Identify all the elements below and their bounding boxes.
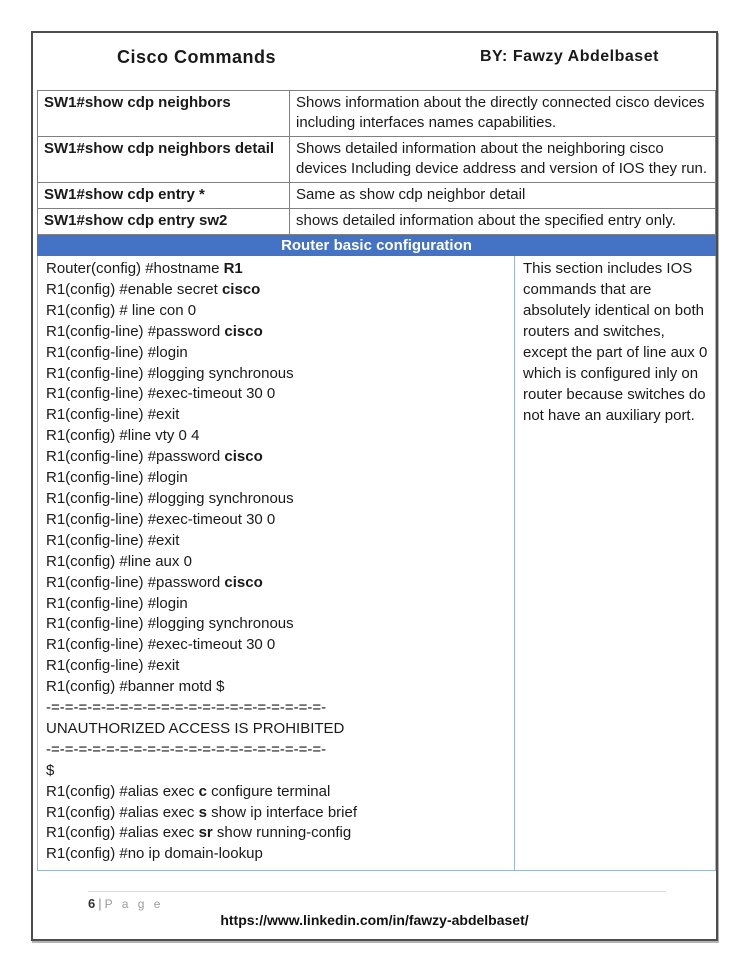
table-row	[38, 183, 715, 209]
command-cell: SW1#show cdp entry *	[44, 186, 205, 203]
description-cell: Shows information about the directly connected cisco devices including interfaces names capabilities.	[289, 91, 715, 136]
config-line: R1(config-line) #login	[46, 594, 188, 612]
config-line: R1(config-line) #password cisco	[46, 448, 263, 466]
command-cell: SW1#show cdp neighbors detail	[44, 140, 275, 157]
command-cell: SW1#show cdp neighbors	[44, 94, 231, 111]
command-cell: SW1#show cdp entry sw2	[44, 212, 228, 229]
config-line: R1(config-line) #password cisco	[46, 322, 263, 340]
config-line: $	[46, 761, 55, 779]
config-line: R1(config) #banner motd $	[46, 678, 225, 696]
page-title: Cisco Commands	[117, 47, 277, 67]
note-cell	[515, 256, 715, 870]
document-header	[33, 47, 716, 77]
config-line: -=-=-=-=-=-=-=-=-=-=-=-=-=-=-=-=-=-=-=-=-	[46, 699, 327, 717]
config-line: R1(config) #alias exec sr show running-config	[46, 824, 352, 842]
config-line: R1(config-line) #exec-timeout 30 0	[46, 385, 276, 403]
description-cell: Shows detailed information about the neighboring cisco devices Including device address and version of IOS they run.	[289, 137, 715, 182]
footer-link-area	[33, 912, 716, 930]
config-line: R1(config-line) #logging synchronous	[46, 489, 294, 507]
footer-separator: |	[98, 896, 102, 911]
footer-divider	[88, 891, 666, 892]
description-cell: Same as show cdp neighbor detail	[289, 183, 715, 208]
config-line: R1(config-line) #exit	[46, 406, 180, 424]
document-page	[31, 31, 718, 941]
config-line: R1(config) # line con 0	[46, 301, 197, 319]
config-line: R1(config-line) #password cisco	[46, 573, 263, 591]
author-byline: BY: Fawzy Abdelbaset	[480, 48, 659, 65]
config-line: R1(config) #no ip domain-lookup	[46, 845, 263, 863]
config-line: R1(config) #enable secret cisco	[46, 280, 261, 298]
config-line: UNAUTHORIZED ACCESS IS PROHIBITED	[46, 719, 345, 737]
config-line: R1(config-line) #login	[46, 469, 188, 487]
config-line: R1(config-line) #exec-timeout 30 0	[46, 510, 276, 528]
config-line: R1(config-line) #logging synchronous	[46, 364, 294, 382]
table-row	[38, 209, 715, 235]
section-note: This section includes IOS commands that are absolutely identical on both routers and switches, except the part of line aux 0 which is configured inly on router because switches do not have an auxiliary port.	[523, 260, 708, 424]
router-config-section	[37, 256, 716, 871]
section-header: Router basic configuration	[37, 235, 716, 256]
table-row	[38, 137, 715, 183]
page-word: P a g e	[104, 897, 164, 911]
table-row	[38, 91, 715, 137]
config-line: R1(config) #alias exec s show ip interface brief	[46, 803, 357, 821]
config-line: R1(config) #line vty 0 4	[46, 427, 200, 445]
document-content	[37, 90, 716, 871]
page-number-footer	[88, 896, 163, 911]
config-line: R1(config-line) #exec-timeout 30 0	[46, 636, 276, 654]
config-commands-cell	[38, 256, 515, 870]
description-cell: shows detailed information about the specified entry only.	[289, 209, 715, 234]
cdp-commands-table	[37, 90, 716, 235]
page-number: 6	[88, 896, 96, 911]
config-line: R1(config) #line aux 0	[46, 552, 192, 570]
config-line: R1(config-line) #login	[46, 343, 188, 361]
config-line: Router(config) #hostname R1	[46, 260, 243, 277]
config-line: R1(config) #alias exec c configure terminal	[46, 782, 331, 800]
config-line: R1(config-line) #logging synchronous	[46, 615, 294, 633]
config-line: R1(config-line) #exit	[46, 657, 180, 675]
linkedin-link[interactable]: https://www.linkedin.com/in/fawzy-abdelbaset/	[220, 912, 529, 928]
config-line: -=-=-=-=-=-=-=-=-=-=-=-=-=-=-=-=-=-=-=-=-	[46, 740, 327, 758]
config-line: R1(config-line) #exit	[46, 531, 180, 549]
